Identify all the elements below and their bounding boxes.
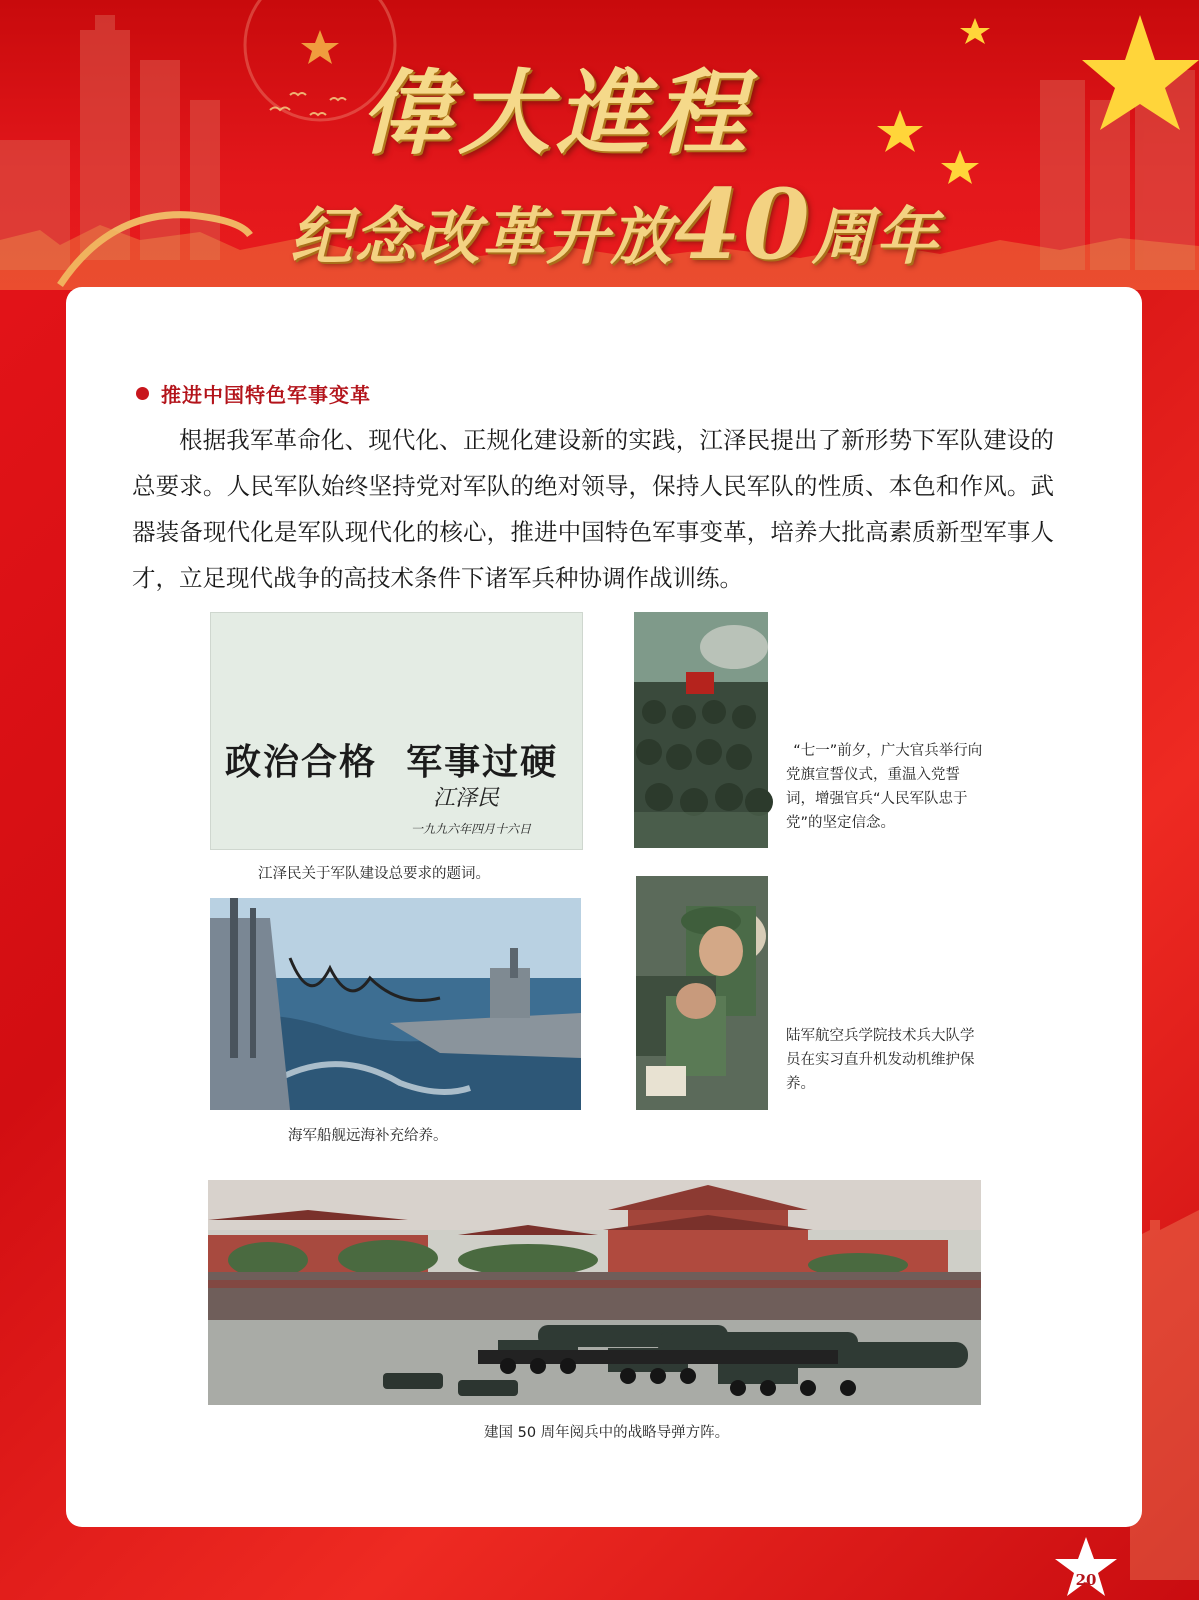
caption-inscription: 江泽民关于军队建设总要求的题词。 [258,866,490,882]
caption-oath: “七一”前夕，广大官兵举行向党旗宣誓仪式，重温入党誓词，增强官兵“人民军队忠于党”的坚定信念。 [786,743,983,831]
section-title: 推进中国特色军事变革 [161,383,371,407]
banner-title: 偉大進程 [360,59,753,167]
caption-parade: 建国 50 周年阅兵中的战略导弹方阵。 [484,1425,730,1441]
caption-navy: 海军船舰远海补充给养。 [288,1128,448,1144]
content-card [66,287,1142,1527]
subtitle-suffix: 周年 [811,200,940,273]
calligraphy-line: 政治合格 军事过硬 [225,741,559,783]
star-icon [1054,1535,1118,1599]
header-banner [0,0,1199,290]
banner-subtitle [290,168,940,281]
aviation-photo [636,876,768,1110]
subtitle-number: 40 [674,168,812,281]
navy-photo [210,898,581,1110]
calligraphy-photo [210,612,583,850]
bullet-icon [136,387,149,400]
section-header [136,379,371,408]
calligraphy-signature: 江泽民 [433,786,500,811]
caption-aviation: 陆军航空兵学院技术兵大队学员在实习直升机发动机维护保养。 [786,1028,975,1092]
parade-photo [208,1180,981,1405]
section-paragraph: 根据我军革命化、现代化、正规化建设新的实践，江泽民提出了新形势下军队建设的总要求。人民军队始终坚持党对军队的绝对领导，保持人民军队的性质、本色和作风。武器装备现代化是军队现代化的核心，推进中国特色军事变革，培养大批高素质新型军事人才，立足现代战争的高技术条件下诸军兵种协调作战训练。 [132,426,1054,592]
calligraphy-date: 一九九六年四月十六日 [411,822,532,836]
subtitle-prefix: 纪念改革开放 [290,200,675,273]
oath-photo [634,612,768,848]
page-number: 20 [1075,1571,1097,1589]
